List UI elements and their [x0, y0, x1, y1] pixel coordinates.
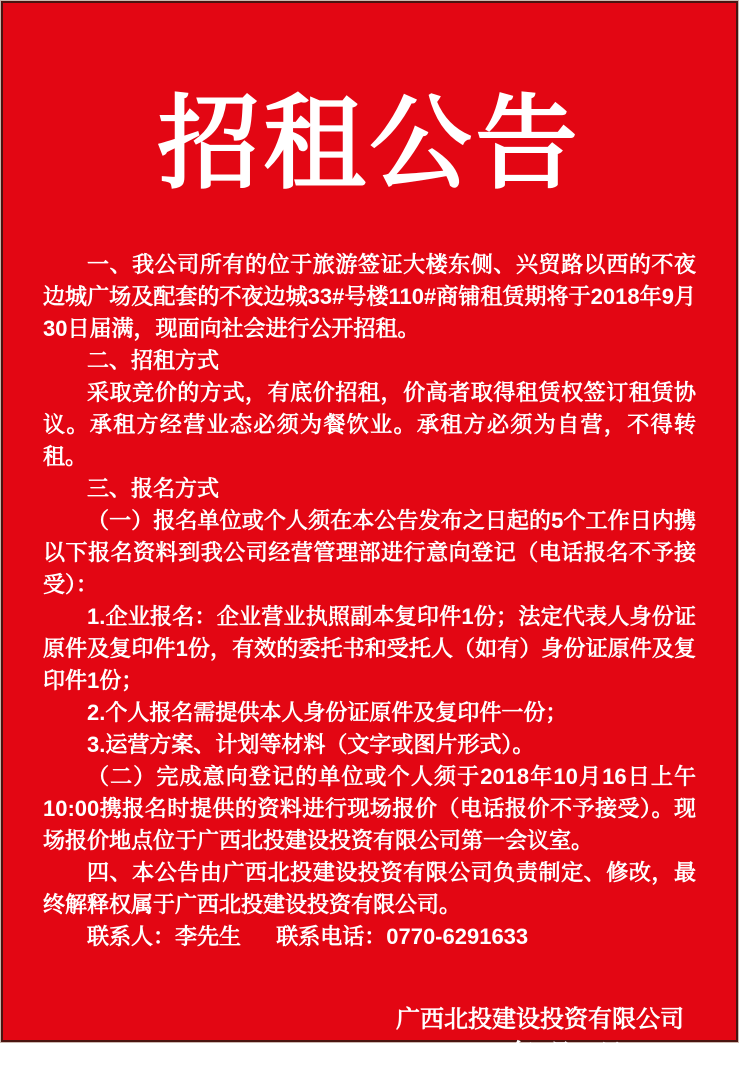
body-paragraph: 三、报名方式 [87, 476, 220, 502]
contact-line [43, 921, 696, 953]
body-paragraph: 二、招租方式 [87, 348, 220, 374]
announcement-poster [1, 1, 738, 1068]
body-paragraph: 一、我公司所有的位于旅游签证大楼东侧、兴贸路以西的不夜边城广场及配套的不夜边城33#号楼110#商铺租赁期将于2018年9月30日届满，现面向社会进行公开招租。 [43, 252, 696, 342]
announcement-body [43, 249, 696, 953]
body-paragraph: （二）完成意向登记的单位或个人须于2018年10月16日上午10:00携报名时提供的资料进行现场报价（电话报价不予接受）。现场报价地点位于广西北投建设投资有限公司第一会议室。 [43, 764, 696, 854]
body-paragraph: 2.个人报名需提供本人身份证原件及复印件一份； [87, 700, 568, 726]
signature-date: 2018年9月30日 [457, 1040, 623, 1068]
contact-phone-label: 联系电话： [276, 924, 387, 950]
body-paragraph: （一）报名单位或个人须在本公告发布之日起的5个工作日内携以下报名资料到我公司经营管理部进行意向登记（电话报名不予接受）： [43, 508, 696, 598]
body-paragraph: 1.企业报名：企业营业执照副本复印件1份；法定代表人身份证原件及复印件1份，有效的委托书和受托人（如有）身份证原件及复印件1份； [43, 604, 696, 694]
poster-title: 招租公告 [157, 89, 582, 202]
signature-block [3, 1003, 684, 1071]
contact-person: 李先生 [175, 924, 242, 950]
signature-company: 广西北投建设投资有限公司 [396, 1006, 684, 1034]
body-paragraph: 3.运营方案、计划等材料（文字或图片形式）。 [87, 732, 535, 758]
body-paragraph: 采取竞价的方式，有底价招租，价高者取得租赁权签订租赁协议。承租方经营业态必须为餐饮业。承租方必须为自营，不得转租。 [43, 380, 696, 470]
contact-phone: 0770-6291633 [386, 924, 529, 950]
contact-person-label: 联系人： [87, 924, 176, 950]
signature-inner [396, 1003, 684, 1071]
body-paragraph: 四、本公告由广西北投建设投资有限公司负责制定、修改，最终解释权属于广西北投建设投资有限公司。 [43, 860, 696, 918]
